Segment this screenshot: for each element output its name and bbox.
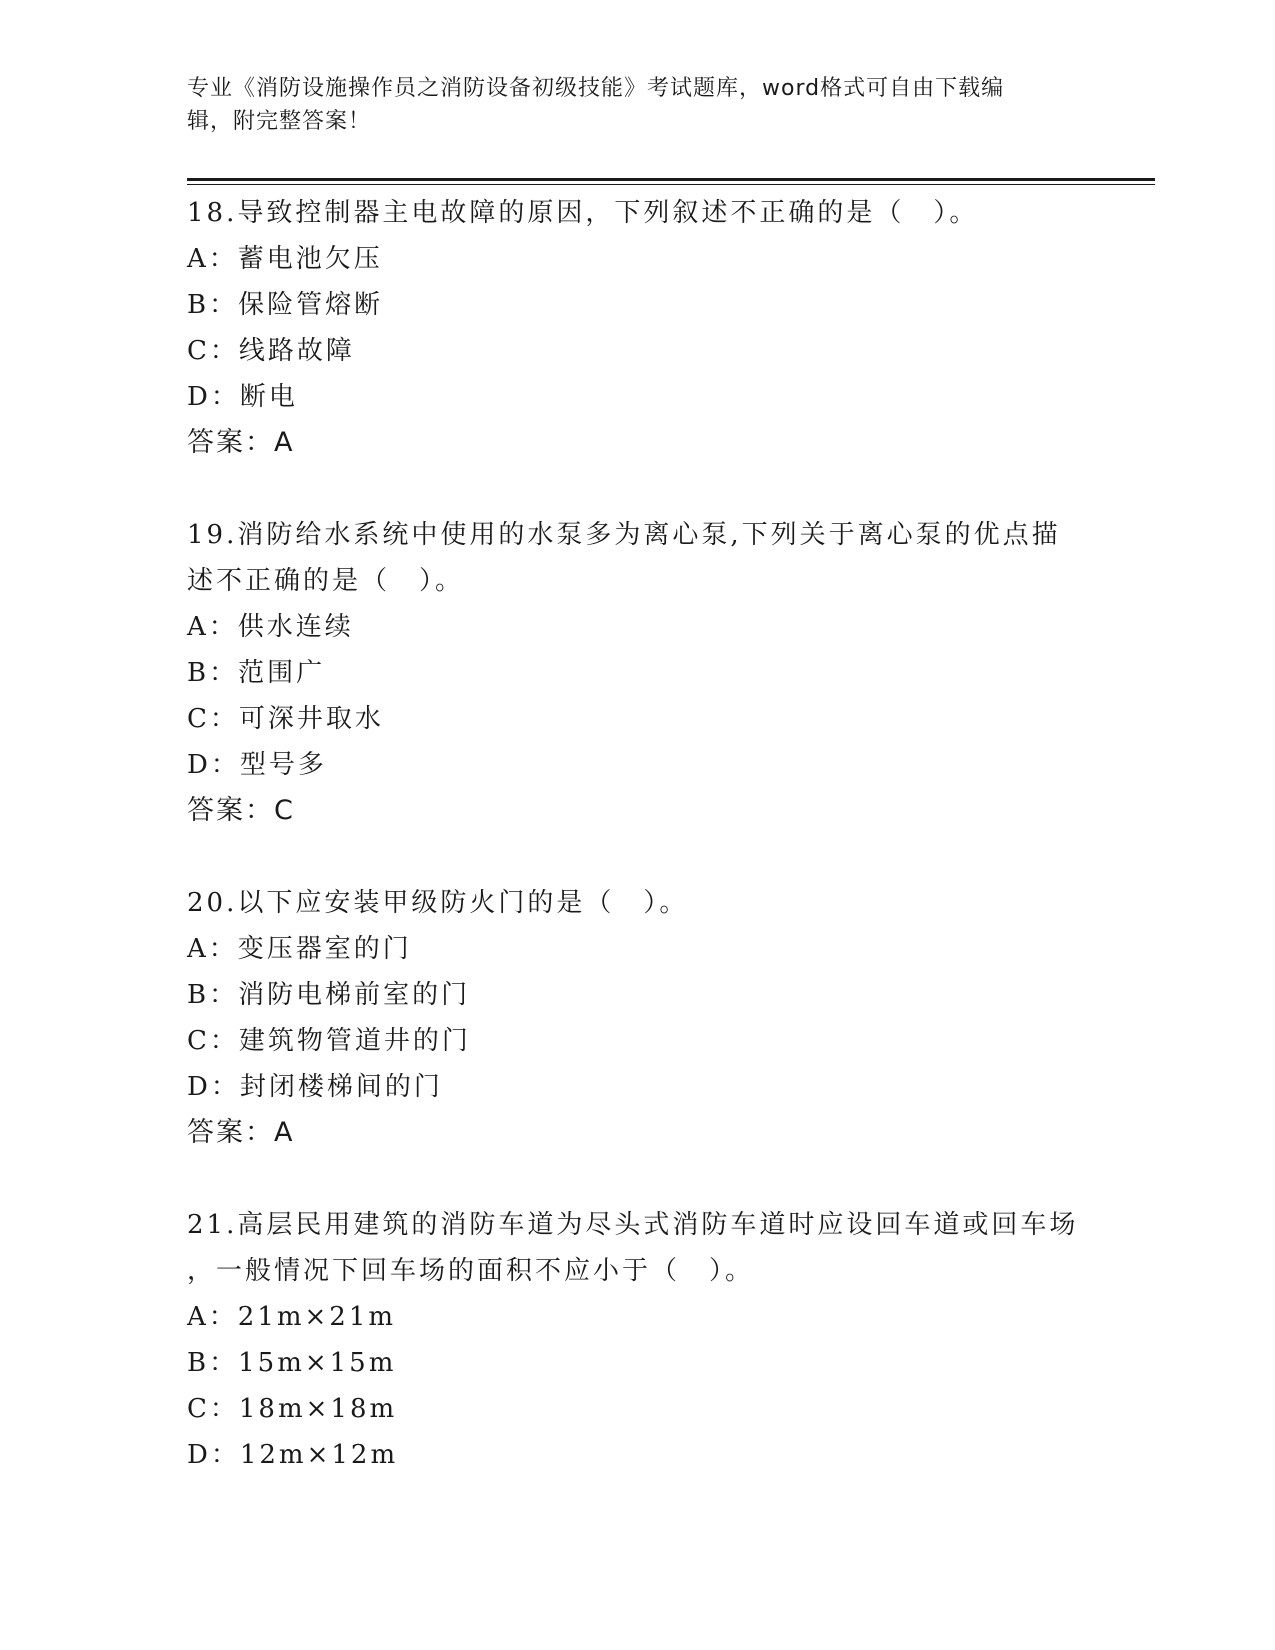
question-19 [187,512,1087,834]
question-text-line-1: 21.高层民用建筑的消防车道为尽头式消防车道时应设回车道或回车场 [187,1210,1079,1240]
option-c: C：可深井取水 [187,704,384,734]
document-header [187,72,1067,138]
question-text: 20.以下应安装甲级防火门的是（ ）。 [187,888,689,918]
option-a: A：21m×21m [187,1302,397,1332]
answer-text: 答案：A [187,1117,295,1148]
option-c: C：线路故障 [187,336,355,366]
question-text-line-2: ，一般情况下回车场的面积不应小于（ ）。 [187,1256,755,1286]
question-18 [187,190,1087,466]
option-d: D：12m×12m [187,1440,399,1470]
question-text-line-1: 19.消防给水系统中使用的水泵多为离心泵,下列关于离心泵的优点描 [187,520,1061,550]
option-c: C：建筑物管道井的门 [187,1026,471,1056]
question-text-line-2: 述不正确的是（ ）。 [187,566,465,596]
answer-text: 答案：C [187,795,295,826]
option-a: A：供水连续 [187,612,354,642]
option-d: D：封闭楼梯间的门 [187,1072,443,1102]
header-line-2: 辑，附完整答案！ [187,109,372,134]
option-b: B：范围广 [187,658,326,688]
question-text: 18.导致控制器主电故障的原因，下列叙述不正确的是（ ）。 [187,198,979,228]
header-divider-thick [187,178,1155,181]
header-line-1: 专业《消防设施操作员之消防设备初级技能》考试题库，word格式可自由下载编 [187,76,1005,101]
header-divider-thin [187,184,1155,185]
option-d: D：型号多 [187,750,327,780]
option-b: B：保险管熔断 [187,290,384,320]
option-c: C：18m×18m [187,1394,398,1424]
question-20 [187,880,1087,1156]
option-b: B：消防电梯前室的门 [187,980,471,1010]
question-21 [187,1202,1087,1478]
option-b: B：15m×15m [187,1348,397,1378]
option-a: A：蓄电池欠压 [187,244,383,274]
option-d: D：断电 [187,382,298,412]
answer-text: 答案：A [187,427,295,458]
option-a: A：变压器室的门 [187,934,412,964]
question-list [187,190,1087,1524]
